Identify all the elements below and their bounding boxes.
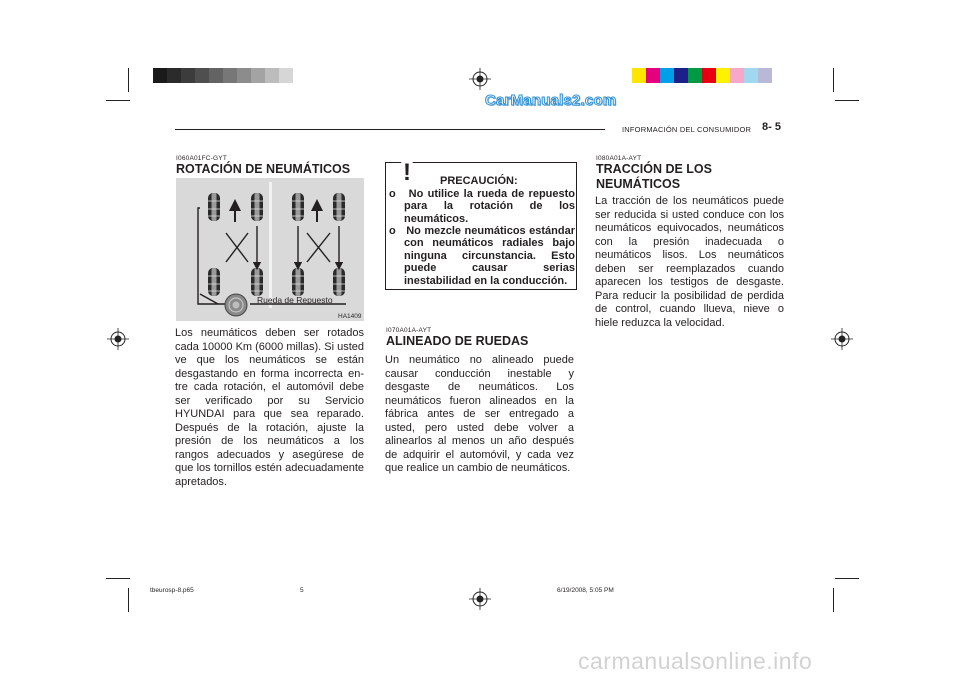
header-rule (175, 129, 605, 130)
color-swatch (688, 68, 702, 83)
rotation-body: Los neumáticos deben ser rotados cada 10000 Km (6000 millas). Si usted ve que los neumáticos se están desgastando en forma incorrecta en-tre cada rotación, el automóvil debe ser verificado por su Servicio HYUNDAI para que sea reparado. Después de la rotación, ajuste la presión de los neumáticos a los rangos adecuados y asegúrese de que los tornillos estén adecuadamente apretados. (175, 327, 364, 488)
color-swatch (758, 68, 772, 83)
spare-tire-label: Rueda de Repuesto (257, 295, 333, 305)
color-swatch (660, 68, 674, 83)
tire-rear-right (251, 268, 263, 296)
grayscale-calibration-strip (153, 68, 293, 83)
caution-item (389, 225, 575, 287)
color-swatch (702, 68, 716, 83)
gray-swatch (265, 68, 279, 83)
tire-front-left (208, 193, 220, 221)
rotation-heading: ROTACIÓN DE NEUMÁTICOS (176, 162, 351, 176)
warning-triangle-icon (390, 152, 424, 184)
alignment-body: Un neumático no alineado puede causar conducción inestable y desgaste de neumáticos. Los neumáticos fueron alineados en la fábrica antes de ser entregado a usted, pero usted debe volver a alinearlos al menos un año después de adquirir el automóvil, y cada vez que realice un cambio de neumáticos. (385, 354, 574, 474)
traction-body: La tracción de los neumáticos puede ser reducida si usted conduce con los neumáticos equivocados, neumáticos con la presión inadecuada o neumáticos lisos. Los neumáticos deben ser reemplazados cuando aparecen los testigos de desgaste. Para reducir la posibilidad de perdida de control, cuando llueva, nieve o hiele reduzca la velocidad. (595, 195, 784, 329)
color-swatch (716, 68, 730, 83)
site-watermark: carmanualsonline.info (578, 648, 813, 674)
gray-swatch (209, 68, 223, 83)
tire-rear-left-2 (292, 268, 304, 296)
color-swatch (632, 68, 646, 83)
gray-swatch (223, 68, 237, 83)
caution-title: PRECAUCIÓN: (440, 175, 518, 187)
tire-front-right-2 (333, 193, 345, 221)
tire-rear-left (208, 268, 220, 296)
caution-item-text: No mezcle neumáticos estándar con neumáticos radiales bajo ninguna circunstancia. Esto puede causar serias inestabilidad en la conducción. (404, 225, 575, 287)
gray-swatch (251, 68, 265, 83)
registration-mark-top-icon (469, 68, 491, 90)
tire-rear-right-2 (333, 268, 345, 296)
footer-file: tbeurosp-8.p65 (150, 587, 194, 594)
caution-item-text: No utilice la rueda de repuesto para la rotación de los neumáticos. (404, 188, 576, 225)
rotation-section-code: I060A01FC-GYT (176, 155, 228, 162)
footer-page: 5 (300, 587, 304, 594)
registration-mark-left-icon (107, 328, 129, 350)
registration-mark-bottom-icon (469, 588, 491, 610)
alignment-section-code: I070A01A-AYT (386, 327, 432, 334)
color-swatch (730, 68, 744, 83)
tire-front-left-2 (292, 193, 304, 221)
carmanuals-watermark: CarManuals2.com (485, 92, 617, 109)
page-number: 8- 5 (762, 121, 781, 133)
gray-swatch (181, 68, 195, 83)
gray-swatch (167, 68, 181, 83)
color-swatch (674, 68, 688, 83)
running-header: INFORMACIÓN DEL CONSUMIDOR (622, 125, 752, 134)
gray-swatch (195, 68, 209, 83)
color-swatch (646, 68, 660, 83)
gray-swatch (153, 68, 167, 83)
gray-swatch (279, 68, 293, 83)
caution-item-bullet: o (389, 225, 396, 237)
footer-timestamp: 6/19/2008, 5:05 PM (557, 587, 614, 594)
gray-swatch (237, 68, 251, 83)
traction-section-code: I080A01A-AYT (596, 155, 642, 162)
svg-text:!: ! (403, 159, 411, 184)
color-swatch (744, 68, 758, 83)
registration-mark-right-icon (831, 328, 853, 350)
tire-front-right (251, 193, 263, 221)
traction-heading: TRACCIÓN DE LOS NEUMÁTICOS (596, 162, 712, 191)
color-calibration-strip (632, 68, 772, 83)
caution-item-bullet: o (389, 188, 396, 200)
figure-code: HA1409 (338, 313, 362, 320)
caution-item (389, 188, 575, 225)
alignment-heading: ALINEADO DE RUEDAS (386, 334, 529, 348)
